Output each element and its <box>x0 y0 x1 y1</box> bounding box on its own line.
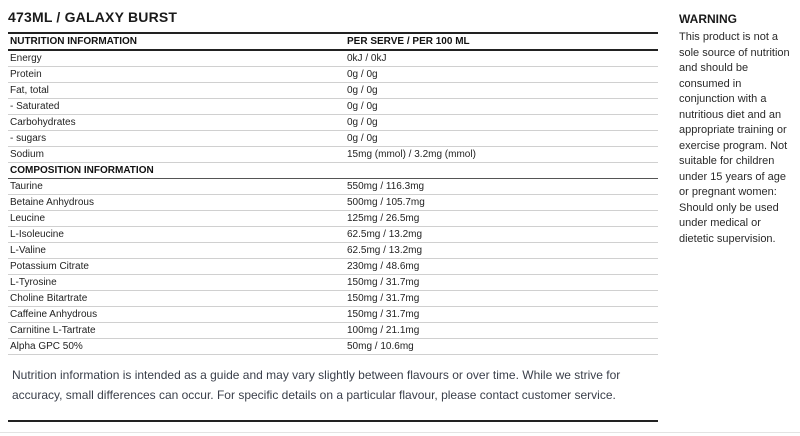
table-row <box>8 131 658 147</box>
table-row <box>8 50 658 67</box>
table-row <box>8 83 658 99</box>
nutrient-value: 0g / 0g <box>345 67 658 83</box>
composition-header-label: COMPOSITION INFORMATION <box>8 163 345 179</box>
nutrient-value: 0kJ / 0kJ <box>345 50 658 67</box>
table-row <box>8 291 658 307</box>
ingredient-value: 550mg / 116.3mg <box>345 179 658 195</box>
ingredient-value: 150mg / 31.7mg <box>345 291 658 307</box>
table-row <box>8 67 658 83</box>
ingredient-name: Caffeine Anhydrous <box>8 307 345 323</box>
nutrient-name: Sodium <box>8 147 345 163</box>
ingredient-value: 500mg / 105.7mg <box>345 195 658 211</box>
ingredient-name: L-Isoleucine <box>8 227 345 243</box>
ingredient-value: 125mg / 26.5mg <box>345 211 658 227</box>
composition-header-spacer <box>345 163 658 179</box>
nutrition-header-value: PER SERVE / PER 100 ML <box>345 33 658 50</box>
ingredient-value: 150mg / 31.7mg <box>345 307 658 323</box>
ingredient-name: L-Valine <box>8 243 345 259</box>
nutrient-value: 0g / 0g <box>345 115 658 131</box>
nutrient-value: 0g / 0g <box>345 99 658 115</box>
warning-panel <box>679 10 797 247</box>
ingredient-value: 230mg / 48.6mg <box>345 259 658 275</box>
nutrition-disclaimer: Nutrition information is intended as a guide and may vary slightly between flavours or over time. While we strive for accuracy, small differences can occur. For specific details on a particular flavour, please contact customer service. <box>12 368 621 402</box>
ingredient-value: 150mg / 31.7mg <box>345 275 658 291</box>
ingredient-name: Carnitine L-Tartrate <box>8 323 345 339</box>
table-row <box>8 275 658 291</box>
nutrition-panel <box>8 8 658 405</box>
table-row <box>8 195 658 211</box>
table-row <box>8 147 658 163</box>
warning-text: This product is not a sole source of nutrition and should be consumed in conjunction with a nutritious diet and an appropriate training or exercise program. Not suitable for children under 15 years of age or pregnant women: Should only be used under medical or dietetic supervision. <box>679 31 790 245</box>
nutrient-name: Carbohydrates <box>8 115 345 131</box>
table-row <box>8 227 658 243</box>
ingredient-value: 50mg / 10.6mg <box>345 339 658 355</box>
table-row <box>8 179 658 195</box>
product-title: 473ML / GALAXY BURST <box>8 9 178 25</box>
ingredient-value: 62.5mg / 13.2mg <box>345 227 658 243</box>
nutrient-value: 0g / 0g <box>345 131 658 147</box>
table-row <box>8 339 658 355</box>
ingredient-name: Alpha GPC 50% <box>8 339 345 355</box>
ingredient-name: Betaine Anhydrous <box>8 195 345 211</box>
nutrient-name: Energy <box>8 50 345 67</box>
section-divider <box>8 420 658 422</box>
nutrition-table <box>8 32 658 355</box>
nutrient-name: Fat, total <box>8 83 345 99</box>
nutrient-value: 15mg (mmol) / 3.2mg (mmol) <box>345 147 658 163</box>
table-row <box>8 99 658 115</box>
page-divider <box>0 432 800 433</box>
nutrient-value: 0g / 0g <box>345 83 658 99</box>
table-row <box>8 115 658 131</box>
table-row <box>8 307 658 323</box>
ingredient-name: Taurine <box>8 179 345 195</box>
ingredient-name: Potassium Citrate <box>8 259 345 275</box>
ingredient-value: 62.5mg / 13.2mg <box>345 243 658 259</box>
ingredient-name: Leucine <box>8 211 345 227</box>
table-row <box>8 259 658 275</box>
nutrition-header-row <box>8 33 658 50</box>
table-row <box>8 243 658 259</box>
table-row <box>8 211 658 227</box>
nutrient-name: - Saturated <box>8 99 345 115</box>
nutrient-name: - sugars <box>8 131 345 147</box>
warning-title: WARNING <box>679 12 737 26</box>
nutrient-name: Protein <box>8 67 345 83</box>
ingredient-value: 100mg / 21.1mg <box>345 323 658 339</box>
ingredient-name: Choline Bitartrate <box>8 291 345 307</box>
nutrition-header-label: NUTRITION INFORMATION <box>8 33 345 50</box>
composition-header-row <box>8 163 658 179</box>
table-row <box>8 323 658 339</box>
ingredient-name: L-Tyrosine <box>8 275 345 291</box>
